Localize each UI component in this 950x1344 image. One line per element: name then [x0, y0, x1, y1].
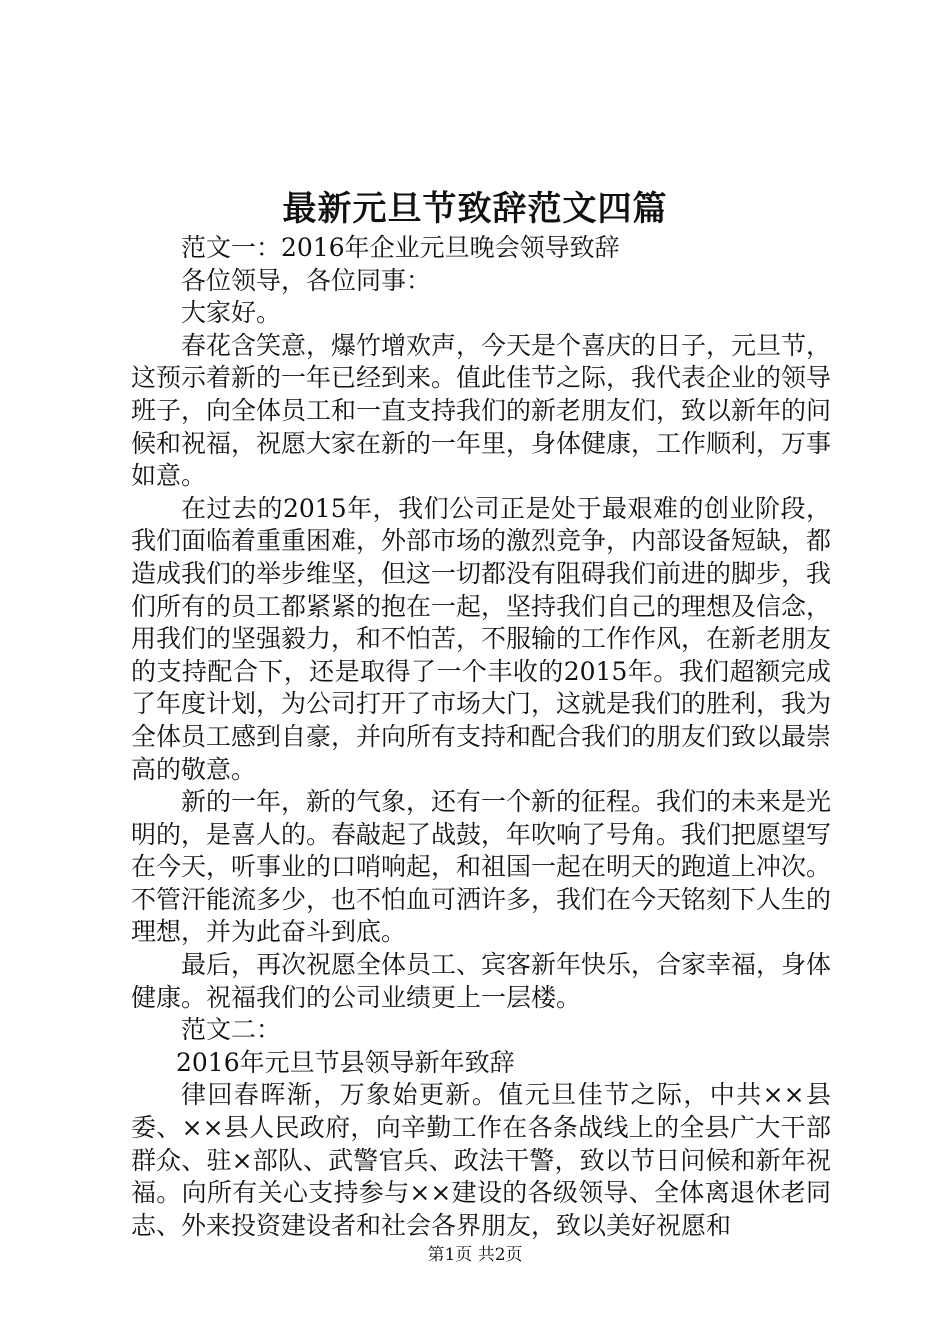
- section-heading: 范文一：2016年企业元旦晚会领导致辞: [181, 233, 620, 262]
- paragraph: 在过去的2015年，我们公司正是处于最艰难的创业阶段，我们面临着重重困难，外部市场的激烈竞争，内部设备短缺，都造成我们的举步维坚，但这一切都没有阻碍我们前进的脚步，我们所有的员工都紧紧的抱在一起，坚持我们自己的理想及信念，用我们的坚强毅力，和不怕苦，不服输的工作作风，在新老朋友的支持配合下，还是取得了一个丰收的2015年。我们超额完成了年度计划，为公司打开了市场大门，这就是我们的胜利，我为全体员工感到自豪，并向所有支持和配合我们的朋友们致以最崇高的敬意。: [131, 493, 832, 784]
- salutation: 各位领导，各位同事：: [181, 265, 432, 295]
- section-subtitle: 2016年元旦节县领导新年致辞: [176, 1047, 515, 1077]
- paragraph: 春花含笑意，爆竹增欢声，今天是个喜庆的日子，元旦节，这预示着新的一年已经到来。值此佳节之际，我代表企业的领导班子，向全体员工和一直支持我们的新老朋友们，致以新年的问候和祝福，祝愿大家在新的一年里，身体健康，工作顺利，万事如意。: [131, 330, 832, 491]
- page-number-footer: 第1页 共2页: [427, 1245, 523, 1265]
- paragraph: 最后，再次祝愿全体员工、宾客新年快乐，合家幸福，身体健康。祝福我们的公司业绩更上一层楼。: [131, 950, 832, 1012]
- document-title: 最新元旦节致辞范文四篇: [282, 189, 668, 229]
- document-body: [131, 232, 831, 1242]
- paragraph: 律回春晖渐，万象始更新。值元旦佳节之际，中共××县委、××县人民政府，向辛勤工作在各条战线上的全县广大干部群众、驻×部队、武警官兵、政法干警，致以节日问候和新年祝福。向所有关心支持参与××建设的各级领导、全体离退休老同志、外来投资建设者和社会各界朋友，致以美好祝愿和: [131, 1080, 831, 1240]
- greeting: 大家好。: [181, 298, 282, 328]
- paragraph: 新的一年，新的气象，还有一个新的征程。我们的未来是光明的，是喜人的。春敲起了战鼓，年吹响了号角。我们把愿望写在今天，听事业的口哨响起，和祖国一起在明天的跑道上冲次。不管汗能流多少，也不怕血可洒许多，我们在今天铭刻下人生的理想，并为此奋斗到底。: [131, 787, 832, 947]
- section-heading: 范文二：: [181, 1015, 282, 1045]
